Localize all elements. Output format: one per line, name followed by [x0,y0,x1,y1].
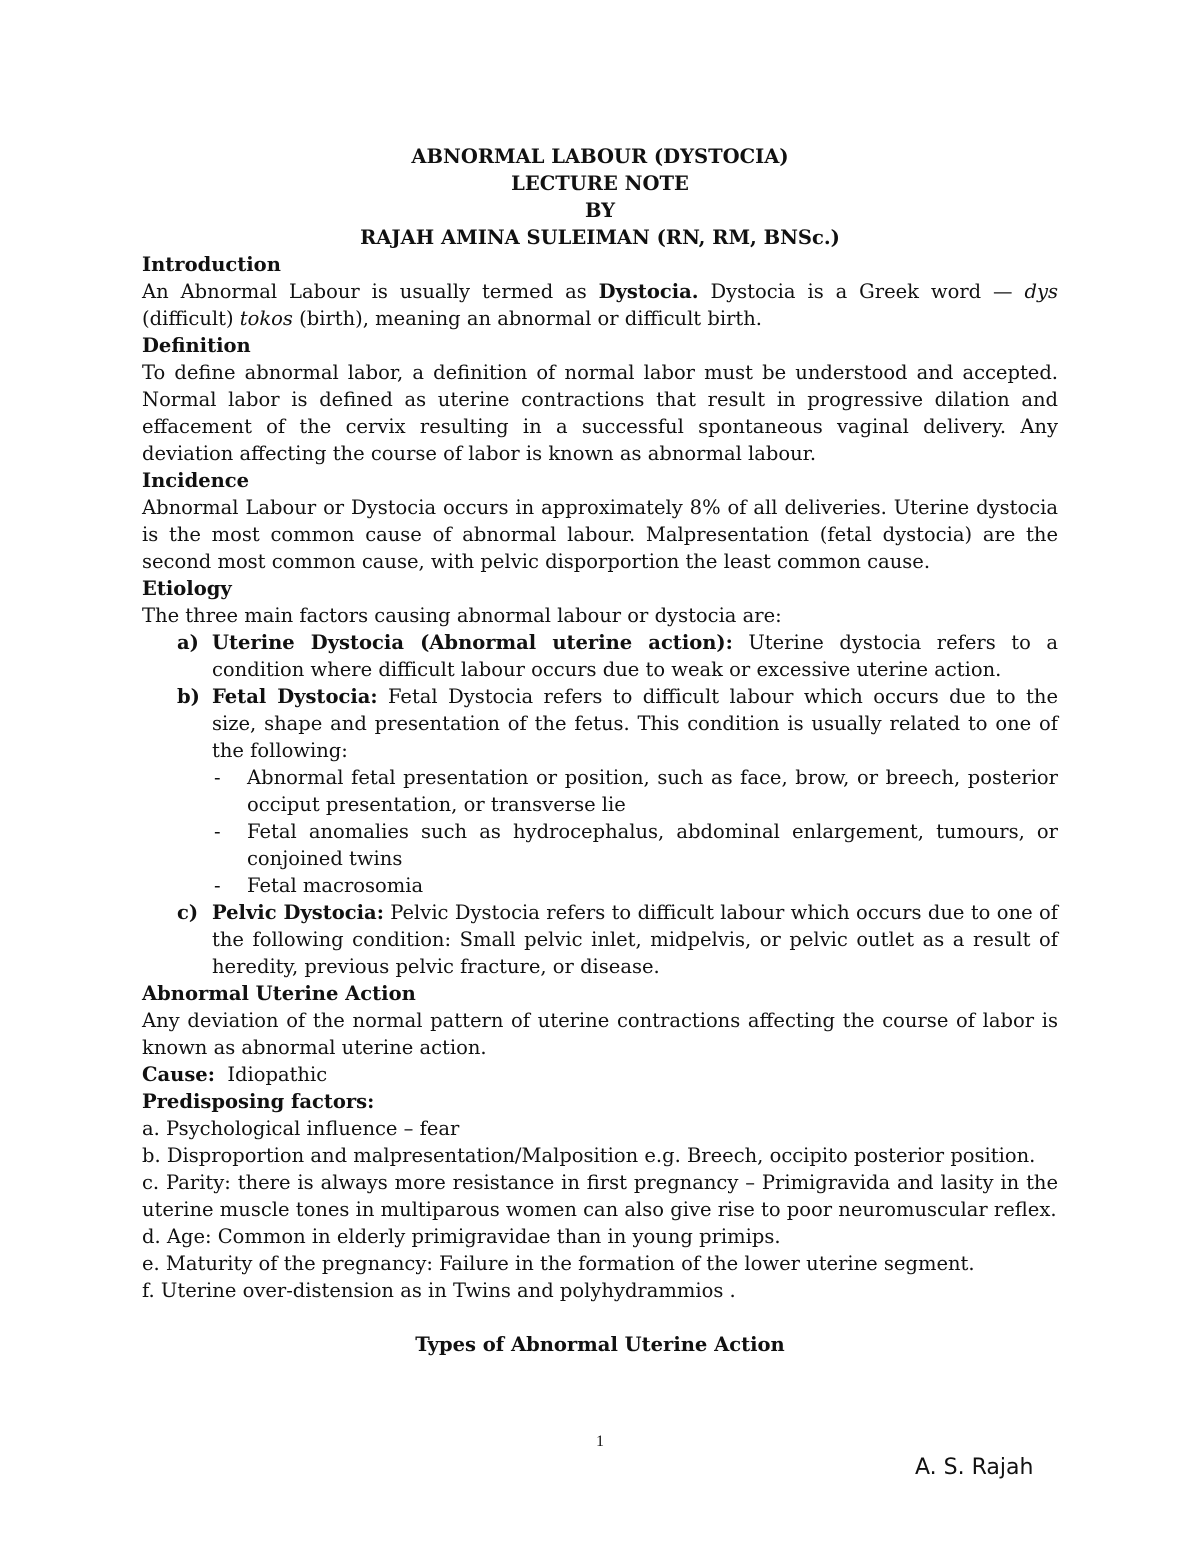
sublist-item-text: Abnormal fetal presentation or position, such as face, brow, or breech, posterior occiput presentation, or transverse lie [247,766,1058,816]
types-heading: Types of Abnormal Uterine Action [415,1333,785,1356]
factor-item: b. Disproportion and malpresentation/Malposition e.g. Breech, occipito posterior position. [142,1144,1036,1167]
incidence-section [142,467,1058,575]
list-item-label: Pelvic Dystocia: [212,901,384,924]
list-marker: c) [177,901,199,924]
dash-marker: - [214,820,221,843]
definition-heading: Definition [142,334,251,357]
list-item [142,629,1058,683]
cause-label: Cause: [142,1063,215,1086]
introduction-section [142,251,1058,332]
document-subtitle: LECTURE NOTE [511,172,689,195]
abnormal-uterine-action-section [142,980,1058,1304]
intro-dys: dys [1024,280,1058,303]
document-title: ABNORMAL LABOUR (DYSTOCIA) [411,145,789,168]
factor-item: c. Parity: there is always more resistance in first pregnancy – Primigravida and lasity in the uterine muscle tones in multiparous women can also give rise to poor neuromuscular reflex. [142,1171,1058,1221]
list-item [142,899,1058,980]
sublist-item [212,764,1058,818]
list-item-label: Fetal Dystocia: [212,685,378,708]
list-marker: a) [177,631,199,654]
intro-text-part: (difficult) [142,307,240,330]
author-footer: A. S. Rajah [915,1455,1034,1480]
dash-marker: - [214,766,221,789]
dash-marker: - [214,874,221,897]
fetal-dystocia-sublist [212,764,1058,899]
etiology-section [142,575,1058,980]
document-by: BY [584,199,616,222]
sublist-item [212,818,1058,872]
abnormal-uterine-action-heading: Abnormal Uterine Action [142,982,416,1005]
title-block [142,143,1058,251]
cause-line [142,1061,1058,1088]
incidence-text: Abnormal Labour or Dystocia occurs in approximately 8% of all deliveries. Uterine dystocia is the most common cause of abnormal labour. Malpresentation (fetal dystocia) are the second most common cause, with pelvic disporportion the least common cause. [142,496,1058,573]
cause-value: Idiopathic [214,1063,328,1086]
sublist-item [212,872,1058,899]
list-marker: b) [177,685,200,708]
list-item-text: Pelvic Dystocia refers to difficult labour which occurs due to one of the following condition: Small pelvic inlet, midpelvis, or pelvic outlet as a result of heredity, previous pelvic fracture, or disease. [212,901,1058,978]
sublist-item-text: Fetal macrosomia [247,874,424,897]
predisposing-heading: Predisposing factors: [142,1090,375,1113]
intro-text-part: Dystocia is a Greek word — [698,280,1025,303]
definition-section [142,332,1058,467]
list-item [142,683,1058,899]
intro-tokos: tokos [239,307,293,330]
intro-text-part: (birth), meaning an abnormal or difficult birth. [292,307,762,330]
etiology-intro: The three main factors causing abnormal labour or dystocia are: [142,604,782,627]
etiology-heading: Etiology [142,577,232,600]
list-item-text: Fetal Dystocia refers to difficult labour which occurs due to the size, shape and presentation of the fetus. This condition is usually related to one of the following: [212,685,1058,762]
factor-item: f. Uterine over-distension as in Twins and polyhydrammios . [142,1279,736,1302]
introduction-text [142,278,1058,332]
page-number: 1 [596,1433,604,1450]
list-item-text: Uterine dystocia refers to a condition where difficult labour occurs due to weak or excessive uterine action. [212,631,1058,681]
factor-item: d. Age: Common in elderly primigravidae than in young primips. [142,1225,781,1248]
abnormal-uterine-action-text: Any deviation of the normal pattern of uterine contractions affecting the course of labor is known as abnormal uterine action. [142,1009,1058,1059]
factor-item: e. Maturity of the pregnancy: Failure in the formation of the lower uterine segment. [142,1252,975,1275]
intro-term: Dystocia. [598,280,699,303]
etiology-list [142,629,1058,980]
factor-item: a. Psychological influence – fear [142,1117,460,1140]
list-item-label: Uterine Dystocia (Abnormal uterine action): [212,631,733,654]
sublist-item-text: Fetal anomalies such as hydrocephalus, abdominal enlargement, tumours, or conjoined twins [247,820,1058,870]
introduction-heading: Introduction [142,253,281,276]
intro-text-part: An Abnormal Labour is usually termed as [142,280,599,303]
document-author: RAJAH AMINA SULEIMAN (RN, RM, BNSc.) [360,226,840,249]
definition-text: To define abnormal labor, a definition of normal labor must be understood and accepted. Normal labor is defined as uterine contractions that result in progressive dilation and effacement of the cervix resulting in a successful spontaneous vaginal delivery. Any deviation affecting the course of labor is known as abnormal labour. [142,361,1058,465]
incidence-heading: Incidence [142,469,250,492]
document-body [142,143,1058,1358]
